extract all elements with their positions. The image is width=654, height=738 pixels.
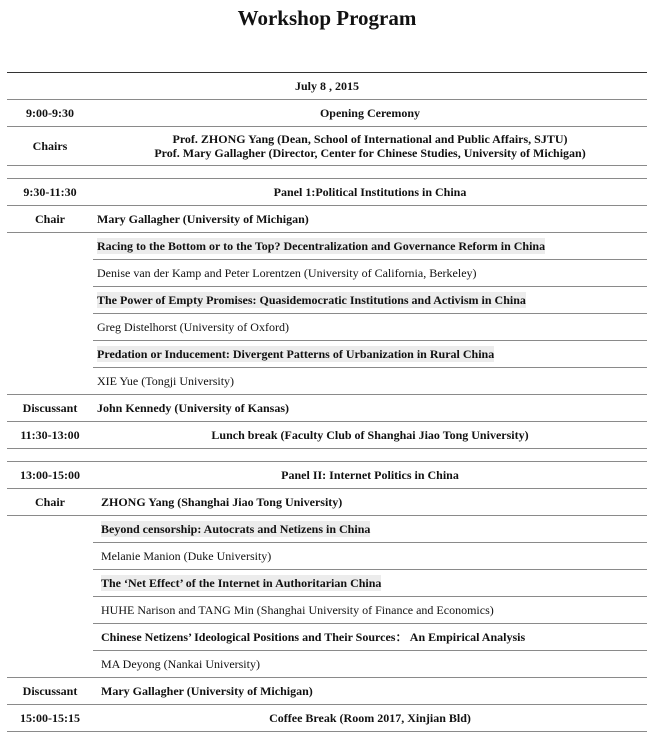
panel1-title: Panel 1:Political Institutions in China xyxy=(93,179,647,206)
panel2-discussant-label: Discussant xyxy=(7,678,93,705)
panel1-paper-1-title-row xyxy=(7,233,647,260)
panel1-paper-3-title-row xyxy=(7,341,647,368)
panel1-discussant: John Kennedy (University of Kansas) xyxy=(93,395,647,422)
coffee-time: 15:00-15:15 xyxy=(7,705,93,732)
chairs-row xyxy=(7,127,647,166)
panel2-chair: ZHONG Yang (Shanghai Jiao Tong University) xyxy=(93,489,647,516)
panel2-header-row xyxy=(7,462,647,489)
panel1-header-row xyxy=(7,179,647,206)
paper-title: The ‘Net Effect’ of the Internet in Authoritarian China xyxy=(101,576,382,590)
panel2-paper-1-title-row xyxy=(7,516,647,543)
chairs-label: Chairs xyxy=(7,127,93,166)
spacer-row xyxy=(7,166,647,179)
panel1-discussant-label: Discussant xyxy=(7,395,93,422)
spacer-row xyxy=(7,449,647,462)
panel2-paper-3-title-row xyxy=(7,624,647,651)
panel2-time: 13:00-15:00 xyxy=(7,462,93,489)
panel1-paper-2-authors-row xyxy=(7,314,647,341)
page-title: Workshop Program xyxy=(237,6,417,30)
opening-row xyxy=(7,100,647,127)
panel2-paper-2-authors-row xyxy=(7,597,647,624)
paper-authors: Greg Distelhorst (University of Oxford) xyxy=(93,314,647,341)
panel2-papers-gutter xyxy=(7,516,93,678)
lunch-row xyxy=(7,422,647,449)
paper-title: The Power of Empty Promises: Quasidemocratic Institutions and Activism in China xyxy=(97,293,526,307)
panel2-paper-3-authors-row xyxy=(7,651,647,678)
paper-authors: Melanie Manion (Duke University) xyxy=(93,543,647,570)
panel2-discussant-row xyxy=(7,678,647,705)
paper-authors: HUHE Narison and TANG Min (Shanghai University of Finance and Economics) xyxy=(93,597,647,624)
lunch-time: 11:30-13:00 xyxy=(7,422,93,449)
panel1-paper-1-authors-row xyxy=(7,260,647,287)
paper-authors: XIE Yue (Tongji University) xyxy=(93,368,647,395)
opening-label: Opening Ceremony xyxy=(93,100,647,127)
panel2-paper-1-authors-row xyxy=(7,543,647,570)
program-table xyxy=(7,72,647,732)
paper-authors: MA Deyong (Nankai University) xyxy=(93,651,647,678)
panel2-title: Panel II: Internet Politics in China xyxy=(93,462,647,489)
panel1-paper-2-title-row xyxy=(7,287,647,314)
panel1-papers-gutter xyxy=(7,233,93,395)
chairs-names xyxy=(93,127,647,166)
panel1-chair-row xyxy=(7,206,647,233)
panel1-paper-3-authors-row xyxy=(7,368,647,395)
chair-line-2: Prof. Mary Gallagher (Director, Center for Chinese Studies, University of Michigan) xyxy=(154,146,586,160)
coffee-label: Coffee Break (Room 2017, Xinjian Bld) xyxy=(93,705,647,732)
opening-time: 9:00-9:30 xyxy=(7,100,93,127)
panel2-chair-label: Chair xyxy=(7,489,93,516)
panel1-time: 9:30-11:30 xyxy=(7,179,93,206)
paper-authors: Denise van der Kamp and Peter Lorentzen (University of California, Berkeley) xyxy=(93,260,647,287)
panel1-chair: Mary Gallagher (University of Michigan) xyxy=(93,206,647,233)
paper-title: Chinese Netizens’ Ideological Positions and Their Sources： An Empirical Analysis xyxy=(93,624,647,651)
panel2-chair-row xyxy=(7,489,647,516)
date-row xyxy=(7,73,647,100)
lunch-label: Lunch break (Faculty Club of Shanghai Jiao Tong University) xyxy=(93,422,647,449)
date-heading: July 8 , 2015 xyxy=(7,73,647,100)
coffee-row xyxy=(7,705,647,732)
paper-title: Beyond censorship: Autocrats and Netizens in China xyxy=(101,522,371,536)
paper-title: Predation or Inducement: Divergent Patterns of Urbanization in Rural China xyxy=(97,347,495,361)
panel1-chair-label: Chair xyxy=(7,206,93,233)
chair-line-1: Prof. ZHONG Yang (Dean, School of International and Public Affairs, SJTU) xyxy=(172,132,568,146)
paper-title: Racing to the Bottom or to the Top? Decentralization and Governance Reform in China xyxy=(97,239,546,253)
panel1-discussant-row xyxy=(7,395,647,422)
panel2-paper-2-title-row xyxy=(7,570,647,597)
panel2-discussant: Mary Gallagher (University of Michigan) xyxy=(93,678,647,705)
